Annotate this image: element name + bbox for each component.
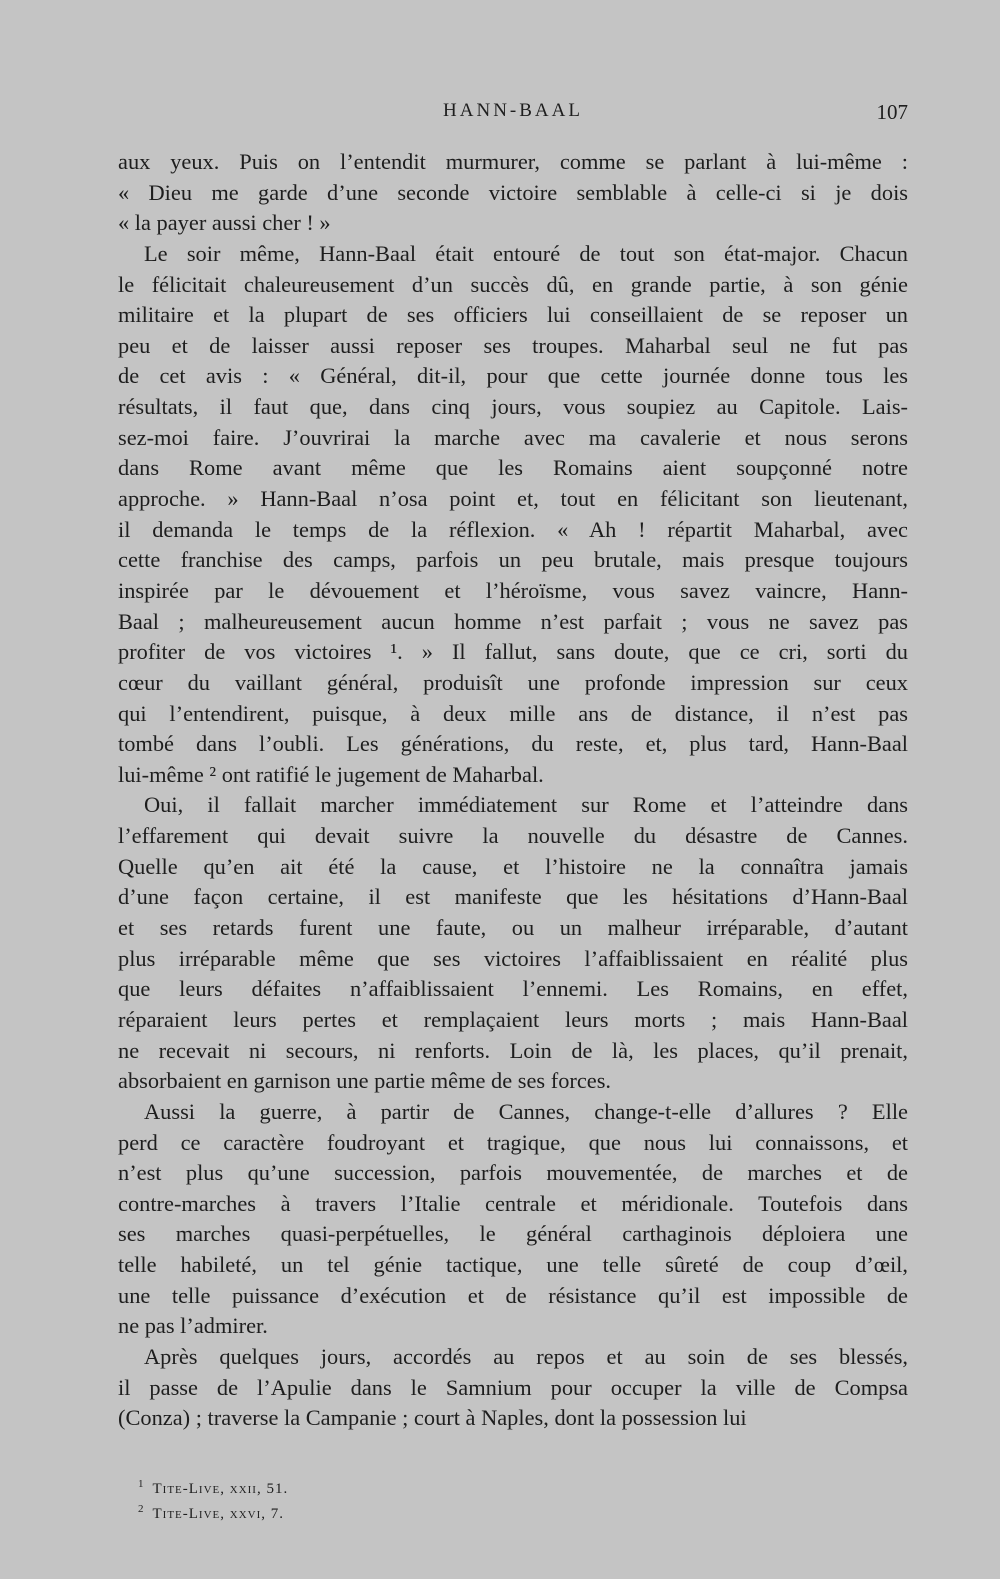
text-line: perd ce caractère foudroyant et tragique, que nous lui connaissons, et (118, 1129, 908, 1155)
text-line: une telle puissance d’exécution et de résistance qu’il est impossible de (118, 1282, 908, 1308)
text-line: lui-même ² ont ratifié le jugement de Maharbal. (118, 761, 544, 787)
text-line: cette franchise des camps, parfois un peu brutale, mais presque toujours (118, 547, 908, 573)
paragraph (118, 1342, 908, 1434)
text-line: ses marches quasi-perpétuelles, le général carthaginois déploiera une (118, 1221, 908, 1247)
text-line: Aussi la guerre, à partir de Cannes, change-t-elle d’allures ? Elle (144, 1098, 908, 1124)
text-line: qui l’entendirent, puisque, à deux mille ans de distance, il n’est pas (118, 700, 908, 726)
text-line: il demanda le temps de la réflexion. « Ah ! répartit Maharbal, avec (118, 516, 908, 542)
text-line: Quelle qu’en ait été la cause, et l’histoire ne la connaîtra jamais (118, 853, 908, 879)
text-line: Après quelques jours, accordés au repos et au soin de ses blessés, (144, 1343, 908, 1369)
text-line: profiter de vos victoires ¹. » Il fallut, sans doute, que ce cri, sorti du (118, 639, 908, 665)
text-line: absorbaient en garnison une partie même de ses forces. (118, 1068, 612, 1094)
text-line: que leurs défaites n’affaiblissaient l’ennemi. Les Romains, en effet, (118, 976, 908, 1002)
paragraph (118, 790, 908, 1096)
text-line: d’une façon certaine, il est manifeste que les hésitations d’Hann-Baal (118, 884, 908, 910)
text-line: telle habileté, un tel génie tactique, une telle sûreté de coup d’œil, (118, 1252, 908, 1278)
text-line: « la payer aussi cher ! » (118, 210, 331, 236)
text-line: approche. » Hann-Baal n’osa point et, tout en félicitant son lieutenant, (118, 486, 908, 512)
paragraph (118, 239, 908, 791)
text-line: ne pas l’admirer. (118, 1313, 268, 1339)
text-line: cœur du vaillant général, produisît une profonde impression sur ceux (118, 669, 908, 695)
text-line: aux yeux. Puis on l’entendit murmurer, comme se parlant à lui-même : (118, 149, 908, 174)
paragraph (118, 147, 908, 239)
text-line: peu et de laisser aussi reposer ses troupes. Maharbal seul ne fut pas (118, 332, 908, 358)
footnote-text: Tite-Live, xxii, 51. (152, 1481, 289, 1497)
text-line: « Dieu me garde d’une seconde victoire semblable à celle-ci si je dois (118, 179, 908, 205)
page-number: 107 (876, 100, 908, 124)
text-line: de cet avis : « Général, dit-il, pour que cette journée donne tous les (118, 363, 908, 389)
text-line: militaire et la plupart de ses officiers lui conseillaient de se reposer un (118, 302, 908, 328)
text-line: dans Rome avant même que les Romains aient soupçonné notre (118, 455, 908, 481)
running-title: HANN-BAAL (443, 100, 583, 121)
footnote-text: Tite-Live, xxvi, 7. (152, 1506, 284, 1522)
text-line: il passe de l’Apulie dans le Samnium pour occuper la ville de Compsa (118, 1374, 908, 1400)
text-line: inspirée par le dévouement et l’héroïsme, vous savez vaincre, Hann- (118, 577, 908, 603)
footnote-mark: 1 (138, 1478, 145, 1490)
text-line: tombé dans l’oubli. Les générations, du reste, et, plus tard, Hann-Baal (118, 731, 908, 757)
body-text (118, 147, 908, 1434)
text-line: Le soir même, Hann-Baal était entouré de tout son état-major. Chacun (144, 240, 908, 266)
text-line: l’effarement qui devait suivre la nouvelle du désastre de Cannes. (118, 823, 908, 849)
text-line: réparaient leurs pertes et remplaçaient leurs morts ; mais Hann-Baal (118, 1006, 908, 1032)
text-line: contre-marches à travers l’Italie centrale et méridionale. Toutefois dans (118, 1190, 908, 1216)
page-header (118, 100, 908, 130)
footnote-mark: 2 (138, 1503, 145, 1515)
text-line: le félicitait chaleureusement d’un succès dû, en grande partie, à son génie (118, 271, 908, 297)
text-line: sez-moi faire. J’ouvrirai la marche avec ma cavalerie et nous serons (118, 424, 908, 450)
footnotes (138, 1474, 738, 1524)
text-line: et ses retards furent une faute, ou un malheur irréparable, d’autant (118, 915, 908, 941)
paragraph (118, 1097, 908, 1342)
text-line: (Conza) ; traverse la Campanie ; court à Naples, dont la possession lui (118, 1405, 747, 1431)
text-line: n’est plus qu’une succession, parfois mouvementée, de marches et de (118, 1160, 908, 1186)
footnote (138, 1474, 738, 1499)
footnote (138, 1499, 738, 1524)
text-line: résultats, il faut que, dans cinq jours, vous soupiez au Capitole. Lais- (118, 394, 908, 420)
text-line: ne recevait ni secours, ni renforts. Loin de là, les places, qu’il prenait, (118, 1037, 908, 1063)
text-line: Oui, il fallait marcher immédiatement sur Rome et l’atteindre dans (144, 792, 908, 818)
text-line: plus irréparable même que ses victoires l’affaiblissaient en réalité plus (118, 945, 908, 971)
text-line: Baal ; malheureusement aucun homme n’est parfait ; vous ne savez pas (118, 608, 908, 634)
